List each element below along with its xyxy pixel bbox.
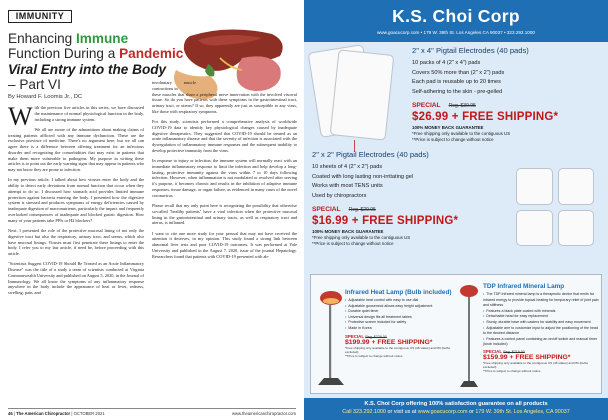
product-features [483, 292, 599, 348]
product-features [412, 59, 602, 97]
product-notes [483, 361, 599, 374]
paragraph: In response to injury or infection, the immune system will normally react with an immediate inflammatory response to limit the infection and help develop a long-lasting, protective immunity against the virus within 7 to 10 days following infection. However, when inflammation is not modulated or resolved after serving it's purpose, it becomes chronic and results in the inhibition of adaptive immune responses, tissue damage, or organ failure, as evidenced in many cases of the novel coronavirus. [152, 158, 297, 198]
headline-part: Function During a [8, 46, 120, 62]
headline-part: Enhancing [8, 31, 77, 46]
cta-connector: or visit us at [387, 409, 417, 415]
page-number: 46 [8, 410, 13, 416]
feature-item: • Made in Korea [345, 326, 453, 332]
lamps-panel [310, 274, 602, 394]
price-note: **Price is subject to change without notice [312, 240, 394, 246]
feature-item: • Universal design fits all treatment tables [345, 315, 453, 321]
street-address: 179 W. 39th St. Los Angeles, CA 90037 [475, 409, 570, 415]
cta-connector: or [469, 409, 474, 415]
feature-item: • Protective screen included for safety [345, 320, 453, 326]
special-label: SPECIAL [412, 102, 441, 110]
electrode-2x2-pad [558, 210, 595, 247]
product-features [312, 163, 512, 201]
product-title: Infrared Heat Lamp (Bulb included) [345, 289, 452, 296]
electrode-2x2-pad [516, 210, 553, 247]
feature-item: Self-adhering to the skin - pre-gelled [412, 88, 503, 95]
feature-item: • Features a control panel containing an on/off switch and manual timer (knob included) [483, 337, 599, 348]
article-column-1 [8, 102, 144, 300]
headline-viral: Viral Entry into the Body [8, 61, 167, 77]
product-title: 2" x 2" Pigtail Electrodes (40 pads) [312, 150, 429, 159]
feature-item: Used by chiropractors [312, 192, 367, 199]
electrode-2x2-pad [558, 168, 595, 205]
paragraph: In my previous article, I talked about how viruses enter the body and the ability to detect early deviations from normal function that occur when they attempt to do so. I discussed how stomach acid provides limited immune protection against bacteria entering the body. I presented how the digestive system is stressed and produces symptoms of energy deficiencies caused by inadequate digestion of macronutrients, particularly the impact and frequently overlooked consequences of inadequate and blocked gastric digestion. How many of your patients take PPIs or H2 blockers? [8, 177, 144, 223]
product-features [345, 298, 453, 332]
footer-issue: 46 | The American Chiropractor | OCTOBER 2021 [8, 410, 105, 416]
electrode-2x4-image [330, 49, 395, 140]
shipping-note: *Free shipping only available to the contiguous US (48 states) and PR (bulbs excluded) [483, 360, 589, 370]
product-2x4-electrodes [412, 46, 602, 143]
ad-header [304, 0, 608, 42]
issue-date: OCTOBER 2021 [73, 410, 105, 416]
special-label: SPECIAL [483, 348, 502, 354]
regular-price: Reg. $229.00 [365, 334, 387, 339]
money-back-guarantee: 100% MONEY BACK GUARANTEE [312, 229, 384, 235]
ad-contact-line[interactable]: www.goacucorp.com • 179 W. 39th St. Los Angeles CA 90037 • 323.292.1000 [377, 30, 535, 35]
paragraph [8, 102, 144, 131]
feature-item: • Sturdy, durable base with casters for stability and easy movement [483, 320, 599, 326]
regular-price: Reg. $39.95 [448, 103, 476, 110]
ad-footer [304, 398, 608, 420]
call-number[interactable]: Call 323.292.1000 [342, 409, 387, 415]
headline-immune: Immune [76, 31, 129, 46]
feature-item: Each pad is reusable up to 20 times [412, 79, 501, 86]
shipping-note: *Free shipping only available to the contiguous US (48 states) and PR (bulbs excluded) [345, 345, 451, 354]
tdp-lamp-image [458, 283, 480, 391]
magazine-name: The American Chiropractor [16, 410, 71, 416]
product-notes [345, 346, 453, 359]
product-title: 2" x 4" Pigtail Electrodes (40 pads) [412, 46, 529, 55]
special-row [312, 206, 512, 213]
special-price: $199.99 + FREE SHIPPING* [345, 338, 433, 346]
paragraph: We all are aware of the admonitions about making claims of treating patients afflicted with any immune dysfunction. These are the exclusive province of medicine. There's no argument here, but we all can agree there is a difference between offering treatment for an infectious disorder and recognizing the comorbidities that may exist in patients that make them more vulnerable to pathogens. My purpose in writing these articles is to point out the early warning signs that may appear in patients who may not know they are prone to infection. [8, 126, 144, 173]
special-price: $26.99 + FREE SHIPPING* [412, 111, 559, 124]
paragraph-text: ith the previous five articles in this series, we have discussed the maintenance of normal physiological function in the body, including a strong immune system. [34, 105, 144, 122]
special-price: $16.99 + FREE SHIPPING* [312, 215, 459, 228]
drop-cap: W [8, 102, 33, 131]
paragraph-text: involuntary muscle contractions in [152, 80, 196, 91]
electrode-2x2-grid-image [516, 168, 594, 246]
feature-item: • Adjustable gooseneck allows easy height adjustment [345, 304, 453, 310]
special-price: $159.99 + FREE SHIPPING* [483, 353, 571, 361]
money-back-guarantee: 100% MONEY BACK GUARANTEE [412, 125, 484, 131]
feature-item: • Adjustable heat control with easy to use dial [345, 298, 453, 304]
product-2x2-electrodes [312, 150, 512, 247]
advertisement-page [304, 0, 608, 420]
feature-item: • Features a black plate coated with minerals [483, 309, 599, 315]
website-link[interactable]: www.goacucorp.com [417, 409, 468, 415]
heat-lamp-product [345, 289, 453, 358]
ad-company-name: K.S. Choi Corp [392, 6, 520, 26]
price-note: **Price is subject to change without notice [412, 136, 494, 142]
feature-item: • The TDP Infrared mineral lamp is a therapeutic device that emits far infrared energy to provide topical heating for temporary relief of joint pain and stiffness [483, 292, 599, 309]
shipping-note: *Free shipping only available to the contiguous US [312, 235, 411, 241]
product-notes [412, 125, 602, 142]
shipping-note: *Free shipping only available to the contiguous US [412, 131, 511, 137]
headline-part: – Part VI [8, 77, 61, 93]
regular-price: Reg. $29.95 [348, 207, 376, 214]
price-note: **Price is subject to change without notice [345, 353, 403, 358]
feature-item: 10 packs of 4 (2" x 4") pads [412, 60, 481, 66]
tdp-lamp-product [483, 283, 599, 374]
heat-lamp-image [314, 289, 344, 389]
special-label: SPECIAL [345, 333, 364, 339]
guarantee-line: K.S. Choi Corp offering 100% satisfaction guarantee on all products [364, 401, 548, 407]
headline-pandemic: Pandemic [119, 46, 184, 62]
paragraph: Next, I presented the role of the protective mucosal lining of not only the digestive tract but also the respiratory, urinary tract, and uterus, which also have mucosal linings. Viruses must first penetrate these linings to enter the body. I refer you to my last article, if need be, before proceeding with this article. [8, 228, 144, 257]
regular-price: Reg. $219.00 [503, 349, 525, 354]
special-row [412, 102, 602, 109]
special-label: SPECIAL [312, 206, 341, 214]
feature-item: • Durable quiet timer [345, 309, 453, 315]
magazine-url[interactable]: www.theamericanchiropractor.com [231, 410, 296, 416]
price-note: **Price is subject to change without notice [483, 369, 541, 374]
paragraph-text: these muscles that share a peripheral nerve innervation with the involved visceral tissue. So do you have patients with these symptoms in the gastrointestinal tract, urinary tract, or uterus? If so, they apparently are just as susceptible to any virus, like those with respiratory symptoms. [152, 91, 297, 114]
section-tag: IMMUNITY [8, 10, 72, 23]
product-notes [312, 229, 512, 246]
contact-cta [304, 409, 608, 415]
paragraph: For this study, scientists performed a comprehensive analysis of worldwide COVID-19 data to identify key physiological changes caused by inadequate digestive therapeutics. They suggested that COVID-19 should be treated as an acute inflammatory disease and that the severity of infection is associated with the dysregulation of inflammatory immune responses and the subsequent inability to develop protective immunity from the virus. [152, 119, 297, 153]
feature-item: Covers 50% more than (2" x 2") pads [412, 69, 505, 76]
feature-item: • Adjustable arm to customize input to adjust the positioning of the head to the desired distance [483, 326, 599, 337]
electrode-2x2-pad [516, 168, 553, 205]
page-footer [8, 408, 296, 416]
paragraph: Please recall that my only point here is recognizing the possibility that otherwise so-called "healthy patients" have a viral infection when the protective mucosal lining in the gastrointestinal and urinary tracts, as well as respiratory tract and uterus, is inflamed. [152, 203, 297, 226]
feature-item: • Detachable head for easy replacement [483, 314, 599, 320]
byline: By Howard F. Loomis Jr., DC [8, 94, 83, 100]
feature-item: Coated with long lasting non-irritating gel [312, 173, 414, 180]
feature-item: 10 sheets of 4 (2" x 2") pads [312, 164, 383, 170]
feature-item: Works with most TENS units [312, 183, 383, 190]
paragraph: I want to cite one more study for your perusal that may not have received the attention it deserves, in my opinion. This study found a strong link between abnormal liver tests and poor COVID-19 outcomes. It was performed at Yale University and published in the August 7, 2020, issue of the journal Hepatology. Researchers found that patients with COVID-19 presented with ab- [152, 230, 297, 259]
paragraph: "Scientists Suggest COVID-19 Should Be Treated as an Acute Inflammatory Disease" was the title of a study a team of scientists conducted at Virginia Commonwealth University and published on August 5, 2020, in the Journal of Immunology. We all know the symptoms of any inflammatory response anywhere in the body include the appearance of heat or fever, redness, swelling, pain, and [8, 261, 144, 296]
paragraph [152, 80, 297, 115]
article-column-2 [152, 80, 297, 264]
product-title: TDP Infrared Mineral Lamp [483, 283, 565, 290]
